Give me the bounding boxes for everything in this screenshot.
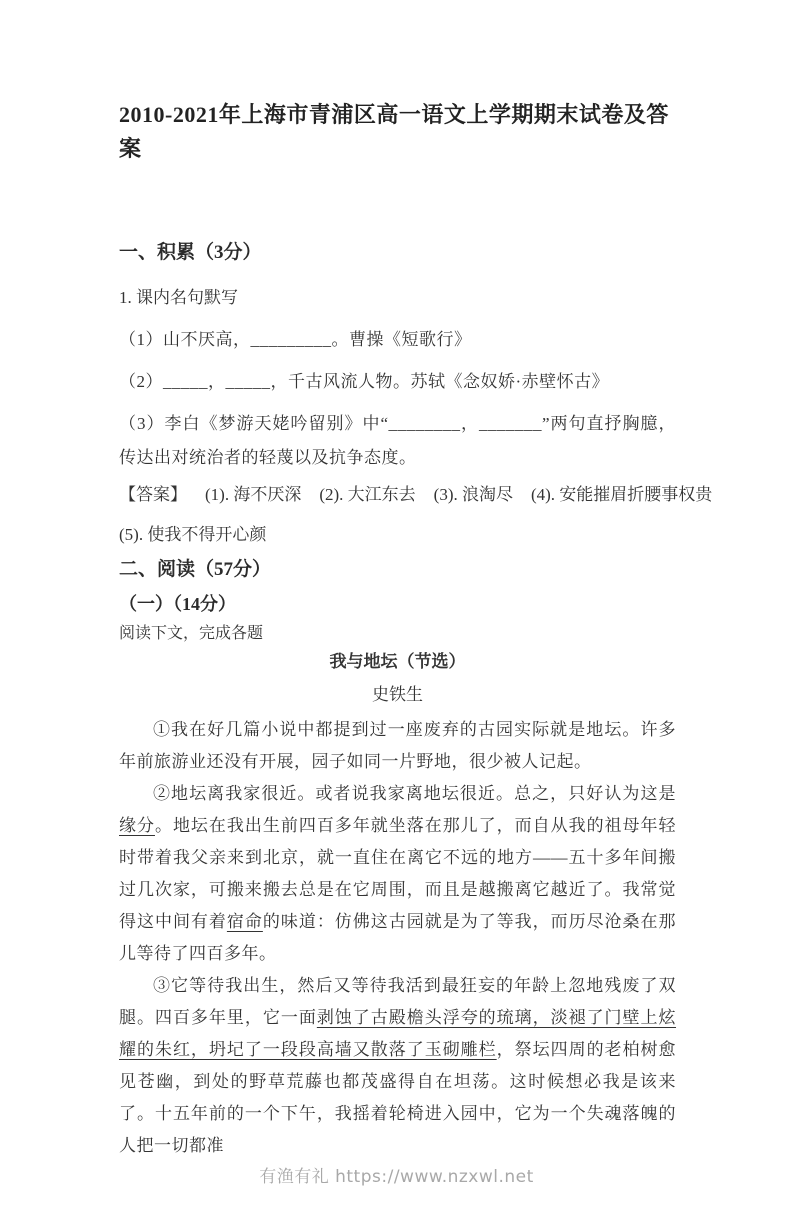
document-page xyxy=(0,98,793,1162)
section-reading-heading: 二、阅读（57分） xyxy=(119,559,272,580)
answer-item: (1). 海不厌深 xyxy=(205,485,302,504)
answer-row-2 xyxy=(119,515,676,555)
answer-row-1 xyxy=(119,475,713,515)
paragraph-text: 。地坛在我出生前四百多年就坐落在那儿了，而自从我的祖母年轻时带着我父亲来到北京，就一直住在离它不远的地方——五十多年间搬过几次家，可搬来搬去总是在它周围，而且是越搬离它越近了。我常觉得这中间有着 xyxy=(119,816,677,931)
answer-item: (5). 使我不得开心颜 xyxy=(119,525,267,544)
essay-author: 史铁生 xyxy=(372,685,423,704)
underlined-term: 宿命 xyxy=(226,912,263,931)
underlined-phrase: 剥蚀了古殿檐头浮夸的琉璃，淡褪了门壁上炫耀的朱红，坍圮了一段段高墙又散落了玉砌雕栏 xyxy=(119,1008,677,1059)
reading-instruction: 阅读下文，完成各题 xyxy=(119,625,264,642)
paragraph-text: ②地坛离我家很近。或者说我家离地坛很近。总之，只好认为这是 xyxy=(153,784,676,803)
footer-watermark: 有渔有礼 https://www.nzxwl.net xyxy=(259,1167,534,1187)
answer-item: (3). 浪淘尽 xyxy=(433,485,513,504)
essay xyxy=(119,649,676,1162)
paragraph-text: 的味道：仿佛这古园就是为了等我，而历尽沧桑在那儿等待了四百多年。 xyxy=(119,912,677,963)
answer-block xyxy=(119,475,713,555)
answer-item: (4). 安能摧眉折腰事权贵 xyxy=(530,485,713,504)
reading-part-heading: （一）（14分） xyxy=(119,594,236,614)
paragraph-text: ，祭坛四周的老柏树愈见苍幽，到处的野草荒藤也都茂盛得自在坦荡。这时候想必我是该来了。十五年前的一个下午，我摇着轮椅进入园中，它为一个失魂落魄的人把一切都准 xyxy=(119,1040,677,1155)
section-accumulation-heading: 一、积累（3分） xyxy=(119,242,262,263)
answer-item: (2). 大江东去 xyxy=(319,485,416,504)
essay-paragraph-1 xyxy=(119,714,676,778)
paragraph-text: ③它等待我出生，然后又等待我活到最狂妄的年龄上忽地残废了双腿。四百多年里，它一面 xyxy=(119,976,676,1027)
dictation-question-label: 1. 课内名句默写 xyxy=(119,288,238,307)
underlined-term: 缘分 xyxy=(119,816,155,835)
answer-label: 【答案】 xyxy=(119,485,187,504)
essay-title: 我与地坛（节选） xyxy=(329,652,466,671)
blank-question-1: （1）山不厌高，_________。曹操《短歌行》 xyxy=(119,330,472,349)
essay-paragraph-2 xyxy=(119,778,676,970)
blank-question-3: （3）李白《梦游天姥吟留别》中“________，_______”两句直抒胸臆，传达出对统治者的轻蔑以及抗争态度。 xyxy=(119,414,676,467)
blank-question-2: （2）_____，_____，千古风流人物。苏轼《念奴娇·赤壁怀古》 xyxy=(119,372,610,391)
page-title: 2010-2021年上海市青浦区高一语文上学期期末试卷及答案 xyxy=(119,102,669,161)
essay-paragraph-3 xyxy=(119,970,676,1162)
paragraph-text: ①我在好几篇小说中都提到过一座废弃的古园实际就是地坛。许多年前旅游业还没有开展，园子如同一片野地，很少被人记起。 xyxy=(119,720,676,771)
